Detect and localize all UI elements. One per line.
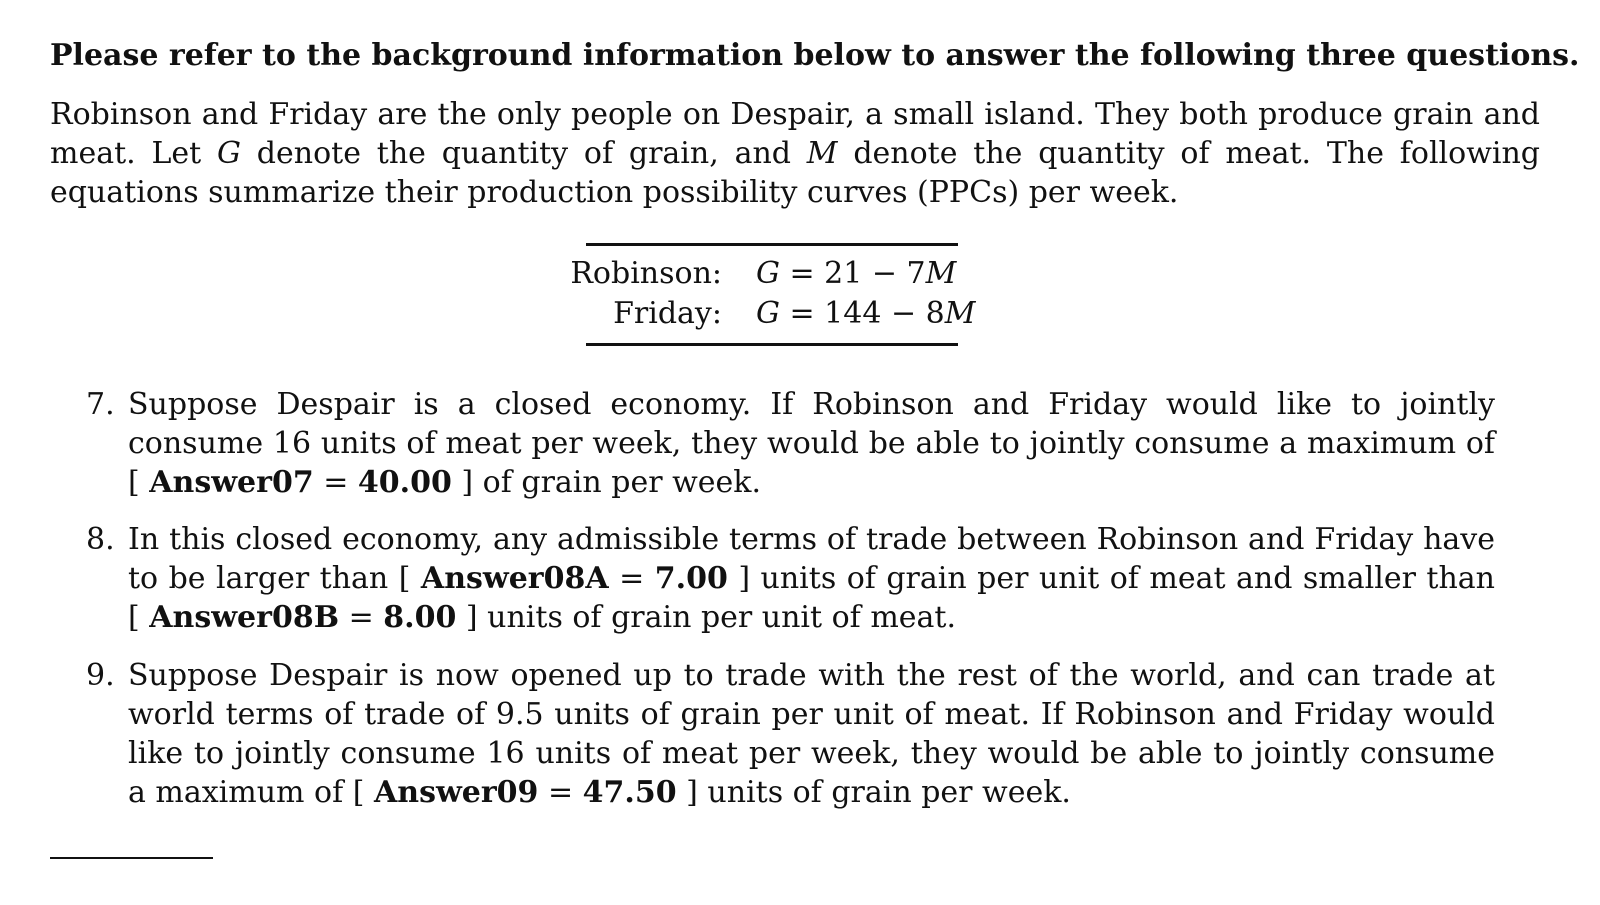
answer-label: Answer08B — [149, 600, 340, 635]
equation-expression: G = 144 − 8M — [756, 296, 976, 331]
background-paragraph — [50, 95, 1540, 212]
question-8 — [50, 520, 1495, 637]
answer-label: Answer09 — [373, 775, 539, 810]
equation-row-friday — [586, 294, 976, 334]
answer-label: Answer08A — [420, 561, 609, 596]
grain-variable: G — [217, 136, 241, 171]
meat-variable: M — [806, 136, 838, 171]
question-number: 8. — [86, 522, 115, 557]
intro-text-2: denote the quantity of grain, and — [241, 136, 807, 171]
intro-text-1: Robinson and Friday are the only people on Despair, a small island. They both produce grain and meat. Let — [50, 97, 1540, 171]
answer-value: 47.50 — [582, 775, 677, 810]
question-number: 7. — [86, 387, 115, 422]
ppc-equations-table — [570, 243, 976, 346]
question-text: Suppose Despair is a closed economy. If Robinson and Friday would like to jointly consume 16 units of meat per week, they would be able to jointly consume a maximum of [ Answer07 = 40.00 ] of grain per week. — [128, 387, 1495, 500]
footnote-divider — [50, 857, 213, 859]
answer-value: 8.00 — [383, 600, 457, 635]
question-9 — [50, 656, 1495, 812]
instructions-heading: Please refer to the background information below to answer the following three questions. — [50, 38, 1580, 73]
question-number: 9. — [86, 658, 115, 693]
intro-text-3: denote the quantity of meat. The following equations summarize their production possibility curves (PPCs) per week. — [50, 136, 1540, 210]
answer-label: Answer07 — [149, 465, 314, 500]
question-text: Suppose Despair is now opened up to trade with the rest of the world, and can trade at world terms of trade of 9.5 units of grain per unit of meat. If Robinson and Friday would like to jointly consume 16 units of meat per week, they would be able to jointly consume a maximum of [ Answer09 = 47.50 ] units of grain per week. — [128, 658, 1495, 810]
answer-value: 40.00 — [357, 465, 452, 500]
question-7 — [50, 385, 1495, 502]
answer-value: 7.00 — [654, 561, 728, 596]
question-text: In this closed economy, any admissible terms of trade between Robinson and Friday have to be larger than [ Answer08A = 7.00 ] units of grain per unit of meat and smaller than [ Answer08B = 8.00 ] units of grain per unit of meat. — [128, 522, 1495, 635]
equation-row-robinson — [570, 254, 958, 294]
equation-label: Friday: — [613, 296, 722, 331]
equation-expression: G = 21 − 7M — [756, 256, 957, 291]
equation-label: Robinson: — [570, 256, 722, 291]
